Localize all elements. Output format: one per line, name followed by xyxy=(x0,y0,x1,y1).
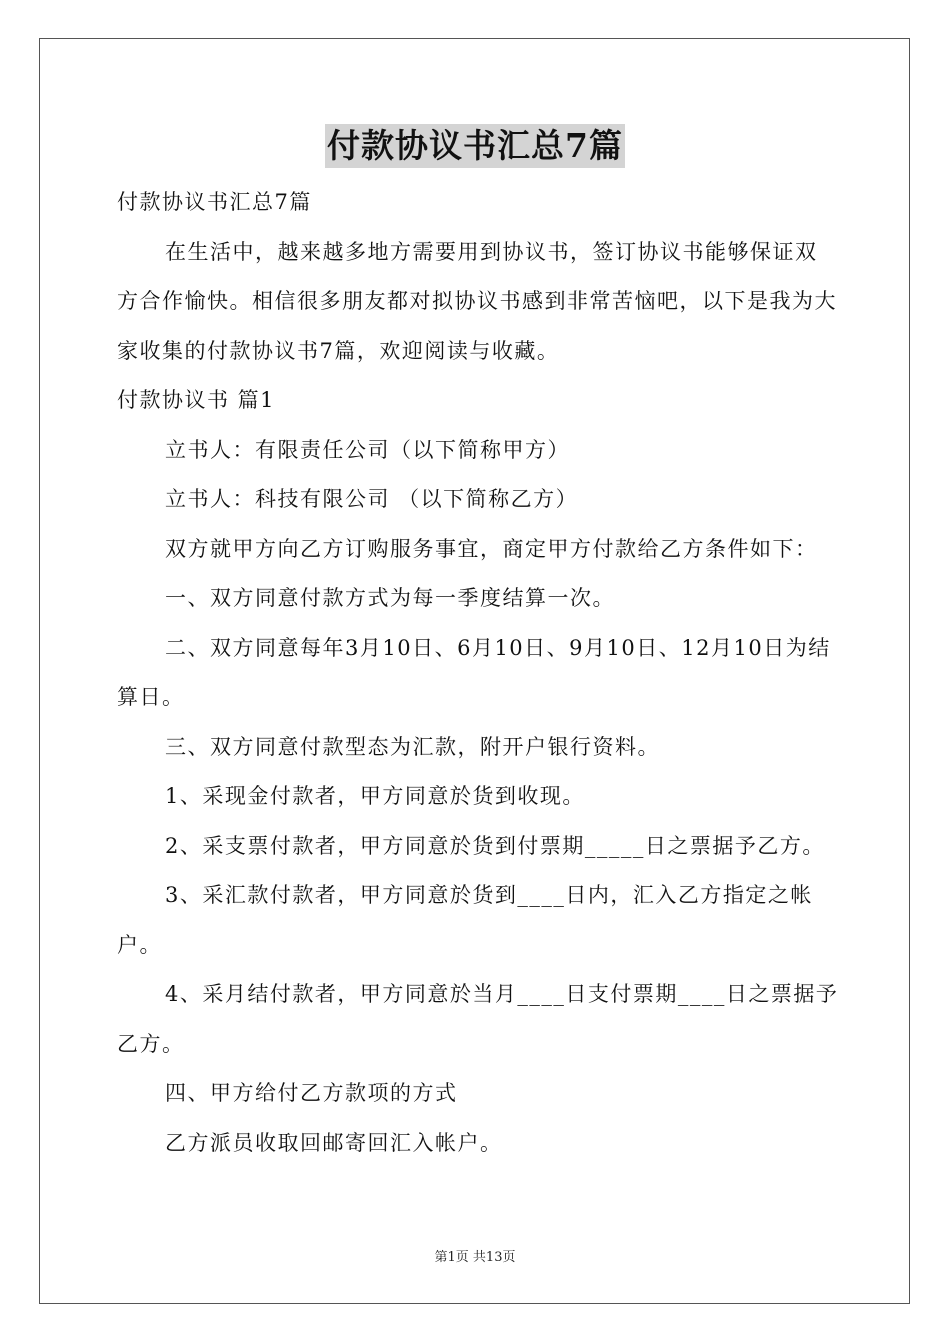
paragraph: 在生活中，越来越多地方需要用到协议书，签订协议书能够保证双方合作愉快。相信很多朋友都对拟协议书感到非常苦恼吧，以下是我为大家收集的付款协议书7篇，欢迎阅读与收藏。 xyxy=(117,239,837,363)
page-number: 第1页 共13页 xyxy=(434,1250,516,1265)
paragraph: 3、采汇款付款者，甲方同意於货到____日内，汇入乙方指定之帐户。 xyxy=(117,883,813,957)
section-heading: 付款协议书 篇1 xyxy=(117,388,276,412)
document-title: 付款协议书汇总7篇 xyxy=(325,124,625,168)
paragraph: 四、甲方给付乙方款项的方式 xyxy=(165,1081,458,1105)
paragraph: 付款协议书汇总7篇 xyxy=(117,190,312,214)
paragraph: 1、采现金付款者，甲方同意於货到收现。 xyxy=(165,784,585,808)
paragraph: 立书人：科技有限公司 （以下简称乙方） xyxy=(165,487,579,511)
paragraph: 三、双方同意付款型态为汇款，附开户银行资料。 xyxy=(165,734,660,759)
paragraph: 立书人：有限责任公司（以下简称甲方） xyxy=(165,437,570,462)
title-container xyxy=(0,124,950,168)
paragraph: 二、双方同意每年3月10日、6月10日、9月10日、12月10日为结算日。 xyxy=(117,635,831,709)
paragraph: 2、采支票付款者，甲方同意於货到付票期_____日之票据予乙方。 xyxy=(165,833,825,858)
paragraph: 乙方派员收取回邮寄回汇入帐户。 xyxy=(165,1130,503,1155)
paragraph: 一、双方同意付款方式为每一季度结算一次。 xyxy=(165,586,615,610)
document-body xyxy=(117,178,839,1168)
paragraph: 4、采月结付款者，甲方同意於当月____日支付票期____日之票据予乙方。 xyxy=(117,982,839,1056)
paragraph: 双方就甲方向乙方订购服务事宜，商定甲方付款给乙方条件如下： xyxy=(165,536,818,561)
